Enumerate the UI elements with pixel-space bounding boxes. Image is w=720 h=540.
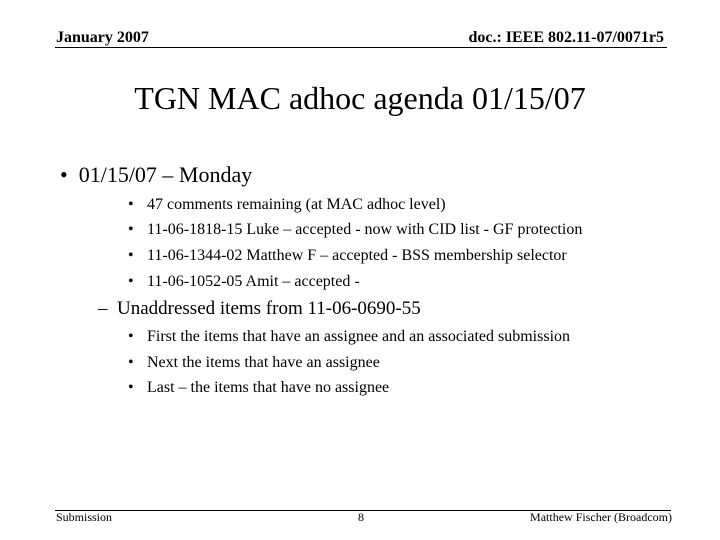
header-divider <box>55 47 667 48</box>
footer-label: Submission <box>56 510 113 524</box>
header-date: January 2007 <box>56 29 149 46</box>
list-item-text: Next the items that have an assignee <box>147 354 380 371</box>
list-item-text: 11-06-1052-05 Amit – accepted - <box>147 273 360 290</box>
bullet-dot: • <box>128 247 134 264</box>
bullet-dot: • <box>128 273 134 290</box>
bullet-dot: • <box>128 196 134 213</box>
list-item-text: 11-06-1818-15 Luke – accepted - now with CID list - GF protection <box>147 221 583 238</box>
header-doc-id: doc.: IEEE 802.11-07/0071r5 <box>468 29 664 46</box>
bullet-dot: • <box>128 328 134 345</box>
main-bullet <box>60 162 252 188</box>
page-number: 8 <box>358 510 364 524</box>
dash-item-text: Unaddressed items from 11-06-0690-55 <box>117 298 421 319</box>
bullet-dot: • <box>128 354 134 371</box>
main-bullet-text: 01/15/07 – Monday <box>78 162 253 187</box>
dash-item <box>98 298 421 320</box>
footer-author: Matthew Fischer (Broadcom) <box>530 510 672 524</box>
list-item-text: Last – the items that have no assignee <box>147 379 390 396</box>
list-item-text: 11-06-1344-02 Matthew F – accepted - BSS membership selector <box>147 247 567 264</box>
bullet-dot: • <box>128 379 134 396</box>
slide-title: TGN MAC adhoc agenda 01/15/07 <box>134 80 586 116</box>
bullet-dot: • <box>128 221 134 238</box>
bullet-dot: • <box>60 162 68 187</box>
list-item-text: First the items that have an assignee and an associated submission <box>147 328 571 345</box>
list-item-text: 47 comments remaining (at MAC adhoc level) <box>147 196 446 213</box>
dash-mark: – <box>98 298 108 319</box>
